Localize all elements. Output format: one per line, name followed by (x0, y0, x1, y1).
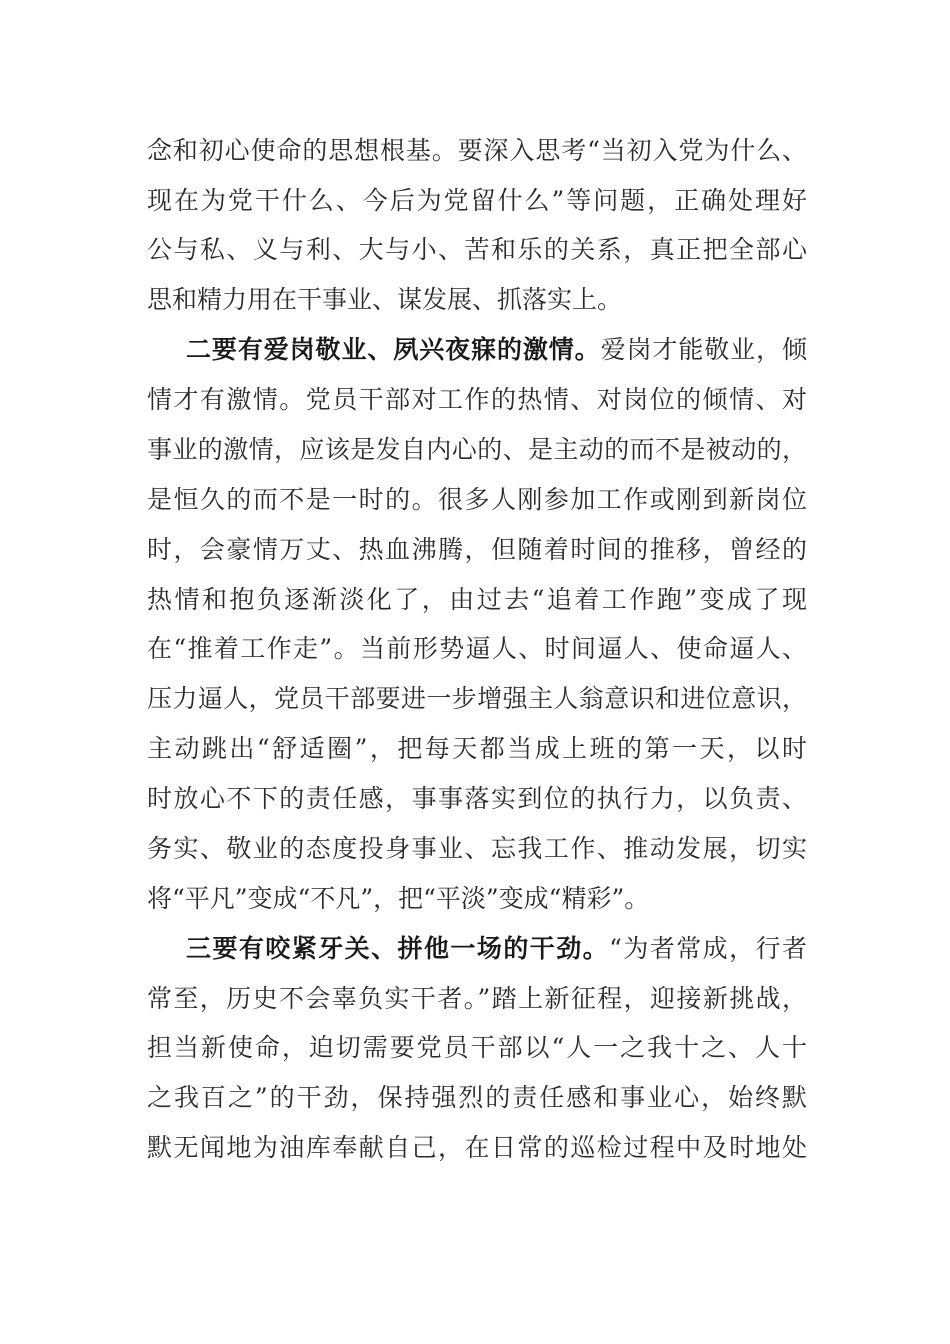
paragraph-2-line: 压力逼人，党员干部要进一步增强主人翁意识和进位意识， (147, 684, 807, 713)
paragraph-1-line: 公与私、义与利、大与小、苦和乐的关系，真正把全部心 (147, 235, 807, 264)
paragraph-1-line: 念和初心使命的思想根基。要深入思考“当初入党为什么、 (147, 136, 807, 165)
paragraph-2-first-line-text: 爱岗才能敬业，倾 (600, 335, 807, 364)
paragraph-3-first-line (186, 929, 807, 969)
paragraph-2-line: 是恒久的而不是一时的。很多人刚参加工作或刚到新岗位 (147, 485, 807, 514)
paragraph-2-line: 将“平凡”变成“不凡”，把“平淡”变成“精彩”。 (147, 884, 650, 913)
paragraph-2-line: 主动跳出“舒适圈”，把每天都当成上班的第一天，以时 (147, 734, 807, 763)
paragraph-1-line: 思和精力用在干事业、谋发展、抓落实上。 (147, 285, 623, 314)
paragraph-2-first-line (186, 330, 807, 370)
paragraph-3-line: 担当新使命，迫切需要党员干部以“人一之我十之、人十 (147, 1033, 807, 1062)
paragraph-1-line: 现在为党干什么、今后为党留什么”等问题，正确处理好 (147, 186, 807, 215)
paragraph-2-line: 时放心不下的责任感，事事落实到位的执行力，以负责、 (147, 784, 807, 813)
paragraph-2-line: 在“推着工作走”。当前形势逼人、时间逼人、使命逼人、 (147, 634, 807, 663)
paragraph-3-line: 之我百之”的干劲，保持强烈的责任感和事业心，始终默 (147, 1083, 807, 1112)
paragraph-2-heading: 二要有爱岗敬业、夙兴夜寐的激情。 (186, 335, 601, 364)
paragraph-3-first-line-text: “为者常成，行者 (609, 934, 807, 963)
paragraph-3-line: 默无闻地为油库奉献自己，在日常的巡检过程中及时地处 (147, 1133, 807, 1162)
paragraph-3-line: 常至，历史不会辜负实干者。”踏上新征程，迎接新挑战， (147, 984, 807, 1013)
paragraph-3-heading: 三要有咬紧牙关、拼他一场的干劲。 (186, 934, 610, 963)
paragraph-2-line: 务实、敬业的态度投身事业、忘我工作、推动发展，切实 (147, 834, 807, 863)
paragraph-2-line: 情才有激情。党员干部对工作的热情、对岗位的倾情、对 (147, 385, 807, 414)
paragraph-2-line: 时，会豪情万丈、热血沸腾，但随着时间的推移，曾经的 (147, 535, 807, 564)
paragraph-2-line: 热情和抱负逐渐淡化了，由过去“追着工作跑”变成了现 (147, 585, 807, 614)
paragraph-2-line: 事业的激情，应该是发自内心的、是主动的而不是被动的， (147, 435, 807, 464)
